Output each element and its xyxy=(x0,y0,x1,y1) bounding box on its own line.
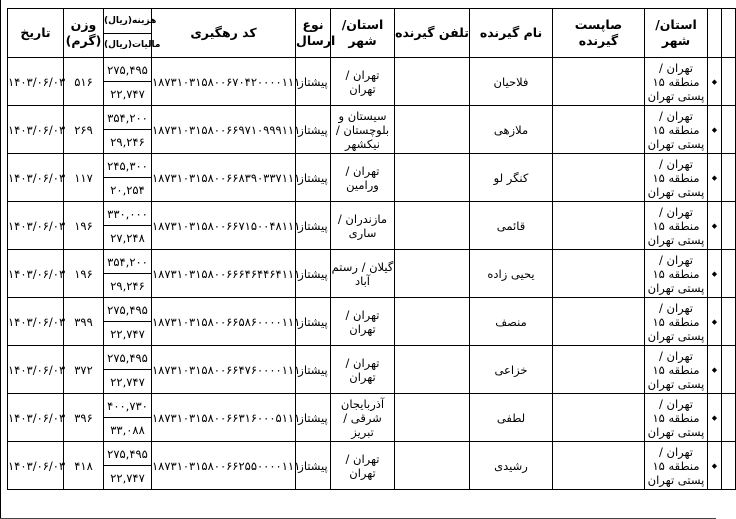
cell-send-type: پیشتاز xyxy=(296,58,331,106)
cell-phone xyxy=(395,106,470,154)
cell-city: آذربایجان شرقی / تبریز xyxy=(331,394,395,442)
cell-tracking: ۱۸۷۳۱۰۳۱۵۸۰۰۶۶۳۱۶۰۰۰۵۱۱۱ xyxy=(152,394,296,442)
cell-cost: ۴۰۰,۷۳۰ xyxy=(104,394,152,418)
cell-date: ۱۴۰۳/۰۶/۰۳ xyxy=(8,58,64,106)
cell-name: لطفی xyxy=(470,394,553,442)
cell-weight: ۱۱۷ xyxy=(64,154,104,202)
header-receiver-name: نام گیرنده xyxy=(470,9,553,58)
cell-send-type: پیشتاز xyxy=(296,154,331,202)
cell-date: ۱۴۰۳/۰۶/۰۳ xyxy=(8,202,64,250)
table-row xyxy=(8,250,736,274)
cell-tax: ۲۲,۷۴۷ xyxy=(104,466,152,490)
cell-cost: ۲۷۵,۴۹۵ xyxy=(104,298,152,322)
cell-marker: ◆ xyxy=(708,202,722,250)
cell-tracking: ۱۸۷۳۱۰۳۱۵۸۰۰۶۶۴۷۶۰۰۰۰۱۱۱ xyxy=(152,346,296,394)
cell-origin: تهران / منطقه ۱۵ پستی تهران xyxy=(645,154,708,202)
cell-name: یحیی زاده xyxy=(470,250,553,298)
header-province-city: استان/ شهر xyxy=(331,9,395,58)
cell-date: ۱۴۰۳/۰۶/۰۳ xyxy=(8,250,64,298)
table-row xyxy=(8,346,736,370)
cell-date: ۱۴۰۳/۰۶/۰۳ xyxy=(8,106,64,154)
shipment-table xyxy=(7,8,736,490)
cell-weight: ۳۷۲ xyxy=(64,346,104,394)
cell-tax: ۲۹,۲۴۶ xyxy=(104,130,152,154)
cell-marker: ◆ xyxy=(708,442,722,490)
table-row xyxy=(8,394,736,418)
cell-origin: تهران / منطقه ۱۵ پستی تهران xyxy=(645,106,708,154)
header-extra-2 xyxy=(722,9,736,58)
cell-tracking: ۱۸۷۳۱۰۳۱۵۸۰۰۶۶۸۳۹۰۳۳۷۱۱۱ xyxy=(152,154,296,202)
cell-extra xyxy=(722,250,736,298)
header-row xyxy=(8,9,736,34)
cell-tracking: ۱۸۷۳۱۰۳۱۵۸۰۰۶۶۲۵۵۰۰۰۰۱۱۱ xyxy=(152,442,296,490)
cell-weight: ۱۹۶ xyxy=(64,202,104,250)
cell-tracking: ۱۸۷۳۱۰۳۱۵۸۰۰۶۶۵۸۶۰۰۰۰۱۱۱ xyxy=(152,298,296,346)
cell-city: تهران / ورامین xyxy=(331,154,395,202)
cell-city: مازندران / ساری xyxy=(331,202,395,250)
cell-weight: ۳۹۹ xyxy=(64,298,104,346)
cell-date: ۱۴۰۳/۰۶/۰۳ xyxy=(8,154,64,202)
cell-extra xyxy=(722,298,736,346)
cell-origin: تهران / منطقه ۱۵ پستی تهران xyxy=(645,394,708,442)
header-receiver-phone: تلفن گیرنده xyxy=(395,9,470,58)
cell-tracking: ۱۸۷۳۱۰۳۱۵۸۰۰۶۷۰۴۲۰۰۰۰۱۱۱ xyxy=(152,58,296,106)
cell-weight: ۵۱۶ xyxy=(64,58,104,106)
cell-tax: ۲۲,۷۴۷ xyxy=(104,322,152,346)
cell-postcode xyxy=(553,106,645,154)
header-date: تاریخ xyxy=(8,9,64,58)
cell-city: تهران / تهران xyxy=(331,442,395,490)
cell-postcode xyxy=(553,154,645,202)
header-origin: استان/ شهر xyxy=(645,9,708,58)
cell-weight: ۲۶۹ xyxy=(64,106,104,154)
cell-send-type: پیشتاز xyxy=(296,250,331,298)
cell-extra xyxy=(722,346,736,394)
cell-extra xyxy=(722,154,736,202)
cell-postcode xyxy=(553,58,645,106)
header-cost: هزینه(ریال) xyxy=(104,9,152,34)
cell-extra xyxy=(722,58,736,106)
cell-marker: ◆ xyxy=(708,394,722,442)
cell-name: قائمی xyxy=(470,202,553,250)
cell-cost: ۲۷۵,۴۹۵ xyxy=(104,58,152,82)
cell-name: ملازهی xyxy=(470,106,553,154)
cell-extra xyxy=(722,202,736,250)
cell-postcode xyxy=(553,442,645,490)
cell-cost: ۲۴۵,۳۰۰ xyxy=(104,154,152,178)
cell-send-type: پیشتاز xyxy=(296,346,331,394)
cell-tax: ۲۹,۲۴۶ xyxy=(104,274,152,298)
cell-origin: تهران / منطقه ۱۵ پستی تهران xyxy=(645,298,708,346)
cell-send-type: پیشتاز xyxy=(296,106,331,154)
cell-city: تهران / تهران xyxy=(331,58,395,106)
cell-cost: ۳۵۴,۲۰۰ xyxy=(104,106,152,130)
cell-tracking: ۱۸۷۳۱۰۳۱۵۸۰۰۶۶۶۴۶۴۴۶۴۱۱۱ xyxy=(152,250,296,298)
cell-weight: ۳۹۶ xyxy=(64,394,104,442)
sheet-left-edge xyxy=(0,0,1,519)
cell-phone xyxy=(395,250,470,298)
table-row xyxy=(8,298,736,322)
cell-marker: ◆ xyxy=(708,250,722,298)
cell-postcode xyxy=(553,394,645,442)
header-receiver-postcode: صاپست گیرنده xyxy=(553,9,645,58)
cell-extra xyxy=(722,106,736,154)
cell-name: کنگر لو xyxy=(470,154,553,202)
cell-origin: تهران / منطقه ۱۵ پستی تهران xyxy=(645,58,708,106)
cell-send-type: پیشتاز xyxy=(296,442,331,490)
cell-date: ۱۴۰۳/۰۶/۰۳ xyxy=(8,298,64,346)
cell-city: تهران / تهران xyxy=(331,346,395,394)
table-row xyxy=(8,154,736,178)
cell-date: ۱۴۰۳/۰۶/۰۳ xyxy=(8,442,64,490)
cell-extra xyxy=(722,394,736,442)
cell-send-type: پیشتاز xyxy=(296,202,331,250)
cell-cost: ۳۳۰,۰۰۰ xyxy=(104,202,152,226)
cell-phone xyxy=(395,154,470,202)
cell-tax: ۲۰,۲۵۴ xyxy=(104,178,152,202)
cell-date: ۱۴۰۳/۰۶/۰۳ xyxy=(8,394,64,442)
cell-phone xyxy=(395,346,470,394)
header-tax: مالیات(ریال) xyxy=(104,33,152,58)
cell-tax: ۳۳,۰۸۸ xyxy=(104,418,152,442)
cell-origin: تهران / منطقه ۱۵ پستی تهران xyxy=(645,250,708,298)
cell-name: منصف xyxy=(470,298,553,346)
cell-marker: ◆ xyxy=(708,298,722,346)
cell-weight: ۱۹۶ xyxy=(64,250,104,298)
cell-origin: تهران / منطقه ۱۵ پستی تهران xyxy=(645,346,708,394)
cell-phone xyxy=(395,442,470,490)
cell-origin: تهران / منطقه ۱۵ پستی تهران xyxy=(645,202,708,250)
cell-date: ۱۴۰۳/۰۶/۰۳ xyxy=(8,346,64,394)
cell-phone xyxy=(395,298,470,346)
cell-cost: ۲۷۵,۴۹۵ xyxy=(104,346,152,370)
cell-weight: ۴۱۸ xyxy=(64,442,104,490)
cell-tax: ۲۷,۲۴۸ xyxy=(104,226,152,250)
cell-cost: ۲۷۵,۴۹۵ xyxy=(104,442,152,466)
table-row xyxy=(8,106,736,130)
cell-tax: ۲۲,۷۴۷ xyxy=(104,82,152,106)
cell-phone xyxy=(395,202,470,250)
header-send-type: نوع ارسال xyxy=(296,9,331,58)
cell-name: خزاعی xyxy=(470,346,553,394)
table-row xyxy=(8,58,736,82)
cell-city: گیلان / رستم آباد xyxy=(331,250,395,298)
cell-postcode xyxy=(553,250,645,298)
cell-phone xyxy=(395,394,470,442)
cell-marker: ◆ xyxy=(708,346,722,394)
cell-tracking: ۱۸۷۳۱۰۳۱۵۸۰۰۶۶۹۷۱۰۹۹۹۱۱۱ xyxy=(152,106,296,154)
cell-marker: ◆ xyxy=(708,58,722,106)
cell-extra xyxy=(722,442,736,490)
cell-postcode xyxy=(553,346,645,394)
cell-send-type: پیشتاز xyxy=(296,298,331,346)
cell-send-type: پیشتاز xyxy=(296,394,331,442)
cell-city: تهران / تهران xyxy=(331,298,395,346)
cell-cost: ۳۵۴,۲۰۰ xyxy=(104,250,152,274)
cell-name: رشیدی xyxy=(470,442,553,490)
cell-postcode xyxy=(553,298,645,346)
table-row xyxy=(8,202,736,226)
cell-phone xyxy=(395,58,470,106)
cell-marker: ◆ xyxy=(708,106,722,154)
cell-city: سیستان و بلوچستان / نیکشهر xyxy=(331,106,395,154)
cell-postcode xyxy=(553,202,645,250)
cell-origin: تهران / منطقه ۱۵ پستی تهران xyxy=(645,442,708,490)
header-tracking: کد رهگیری xyxy=(152,9,296,58)
header-extra xyxy=(708,9,722,58)
cell-marker: ◆ xyxy=(708,154,722,202)
cell-tax: ۲۲,۷۴۷ xyxy=(104,370,152,394)
header-weight: وزن (گرم) xyxy=(64,9,104,58)
cell-name: فلاحیان xyxy=(470,58,553,106)
table-body xyxy=(8,58,736,490)
cell-tracking: ۱۸۷۳۱۰۳۱۵۸۰۰۶۶۷۱۵۰۰۴۸۱۱۱ xyxy=(152,202,296,250)
table-row xyxy=(8,442,736,466)
